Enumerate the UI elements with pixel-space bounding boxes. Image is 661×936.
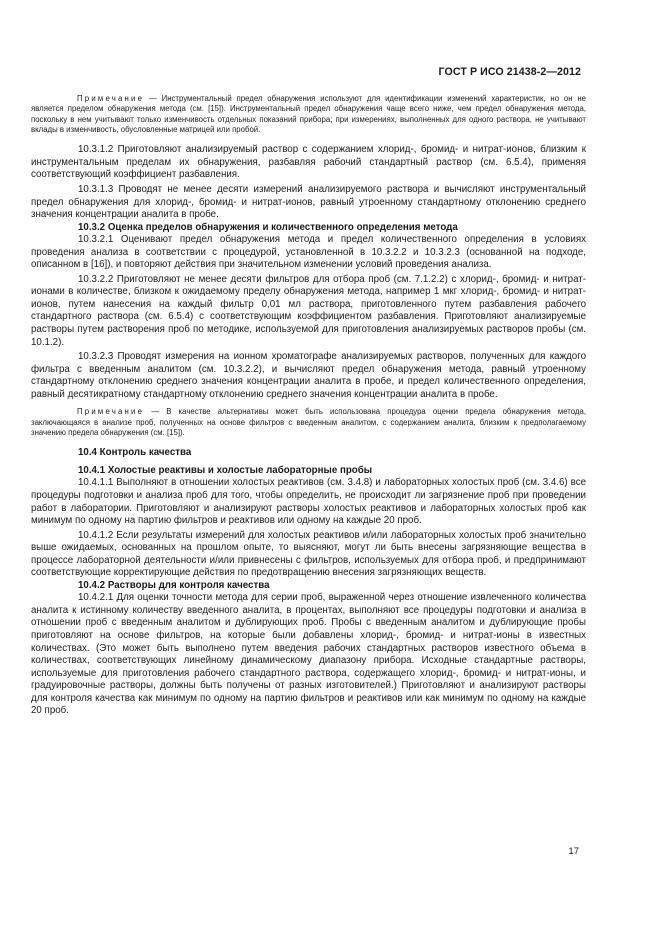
document-header: ГОСТ Р ИСО 21438-2—2012 bbox=[438, 66, 581, 78]
paragraph-10-3-1-3: 10.3.1.3 Проводят не менее десяти измерений анализируемого раствора и вычисляют инструментальный предел обнаружения для хлорид-, бромид- и нитрат-ионов, равный утроенному стандартному отклонению среднего значения концентрации аналита в пробе. bbox=[31, 184, 586, 221]
paragraph-10-3-2-3: 10.3.2.3 Проводят измерения на ионном хроматографе анализируемых растворов, полученных для каждого фильтра с введенным аналитом (см. 10.3.2.2), и вычисляют предел обнаружения метода, равный утроенному стандартному отклонению среднего значения концентрации аналита в пробе, и предел количественного определения, равный десятикратному стандартному отклонению среднего значения концентрации аналита в пробе. bbox=[31, 351, 586, 400]
note-lead: Примечание bbox=[77, 407, 145, 417]
heading-10-4-1: 10.4.1 Холостые реактивы и холостые лабораторные пробы bbox=[78, 464, 373, 476]
paragraph-10-3-2-2: 10.3.2.2 Приготовляют не менее десяти фильтров для отбора проб (см. 7.1.2.2) с хлорид-, бромид- и нитрат-ионами в количестве, близком к ожидаемому пределу обнаружения метода, например 1 мкг хлорид-, бромид- и нитрат-ионов, путем нанесения на каждый фильтр 0,01 мл раствора, приготовленного путем разбавления рабочего стандартного раствора (см. 6.5.4) с соответствующим коэффициентом разбавления. Приготовляют анализируемые растворы путем растворения проб по методике, используемой для приготовления анализируемых растворов пробы (см. 10.1.2). bbox=[31, 273, 586, 348]
note-text: — Инструментальный предел обнаружения используют для идентификации изменений характеристик, но он не является пределом обнаружения метода (см. [15]). Инструментальный предел обнаружения чаще всего ниже, чем предел обнаружения метода, поскольку в нем учитывают только изменчивость отдельных показаний прибора; при измерениях, выполненных для одного раствора, не учитывают вклады в изменчивость, обусловленные матрицей или пробой. bbox=[31, 94, 586, 135]
paragraph-10-4-1-1: 10.4.1.1 Выполняют в отношении холостых реактивов (см. 3.4.8) и лабораторных холостых проб (см. 3.4.6) все процедуры подготовки и анализа проб для того, чтобы определить, не происходит ли загрязнение проб при проведении работ в лаборатории. Приготовляют и анализируют растворы холостых реактивов и лабораторных холостых проб как минимум по одному на партию фильтров и реактивов или одному на каждые 20 проб. bbox=[31, 477, 586, 527]
note-lead: Примечание bbox=[77, 94, 145, 103]
heading-10-4-2: 10.4.2 Растворы для контроля качества bbox=[78, 579, 270, 591]
heading-10-4: 10.4 Контроль качества bbox=[78, 447, 192, 459]
paragraph-10-4-1-2: 10.4.1.2 Если результаты измерений для холостых реактивов и/или лабораторных холостых проб значительно выше ожидаемых, основанных на прошлом опыте, то выясняют, могут ли быть внесены загрязняющие вещества в процессе лабораторной деятельности и/или привнесены с фильтров, используемых для отбора проб, и предпринимают соответствующие корректирующие действия по предотвращению внесения загрязняющих веществ. bbox=[31, 529, 586, 579]
note-instrumental-limit bbox=[31, 94, 586, 135]
note-alternative-procedure bbox=[31, 407, 586, 438]
paragraph-10-4-2-1: 10.4.2.1 Для оценки точности метода для серии проб, выраженной через отношение извлеченного количества аналита к истинному количеству введенного аналита, в процентах, выполняют все процедуры подготовки и анализа в отношении проб с введенным аналитом и дублирующих проб. Пробы с введенным аналитом и дублирующие пробы приготовляют на основе фильтров, на которые были добавлены хлорид-, бромид- и нитрат-ионы в известных количествах. (Это может быть выполнено путем введения рабочих стандартных растворов известного объема в количествах, соответствующих линейному динамическому диапазону прибора. Исходные стандартные растворы, используемые для приготовления рабочего стандартного раствора, содержащего хлорид-, бромид- и нитрат-ионы, и градуировочные растворы, должны быть получены от разных изготовителей.) Приготовляют и анализируют растворы для контроля качества как минимум по одному на партию фильтров и реактивов или как минимум по одному на каждые 20 проб. bbox=[31, 592, 586, 717]
heading-10-3-2: 10.3.2 Оценка пределов обнаружения и количественного определения метода bbox=[78, 221, 458, 233]
paragraph-10-3-1-2: 10.3.1.2 Приготовляют анализируемый раствор с содержанием хлорид-, бромид- и нитрат-ионов, близким к инструментальным пределам их обнаружения, разбавляя рабочий стандартный раствор (см. 6.5.4), применяя соответствующий коэффициент разбавления. bbox=[31, 144, 586, 181]
paragraph-10-3-2-1: 10.3.2.1 Оценивают предел обнаружения метода и предел количественного определения в условиях проведения анализа в соответствии с процедурой, установленной в 10.3.2.2 и 10.3.2.3 (основанной на подходе, описанном в [16]), и повторяют действия при значительном изменении условий проведения анализа. bbox=[31, 234, 586, 271]
page-number: 17 bbox=[568, 846, 579, 857]
page-content bbox=[31, 94, 586, 718]
note-text: — В качестве альтернативы может быть использована процедура оценки предела обнаружения метода, заключающаяся в анализе проб, полученных на основе фильтров с введенным аналитом, с содержанием аналита, близким к предполагаемому значению предела обнаружения (см. [15]). bbox=[31, 407, 586, 437]
